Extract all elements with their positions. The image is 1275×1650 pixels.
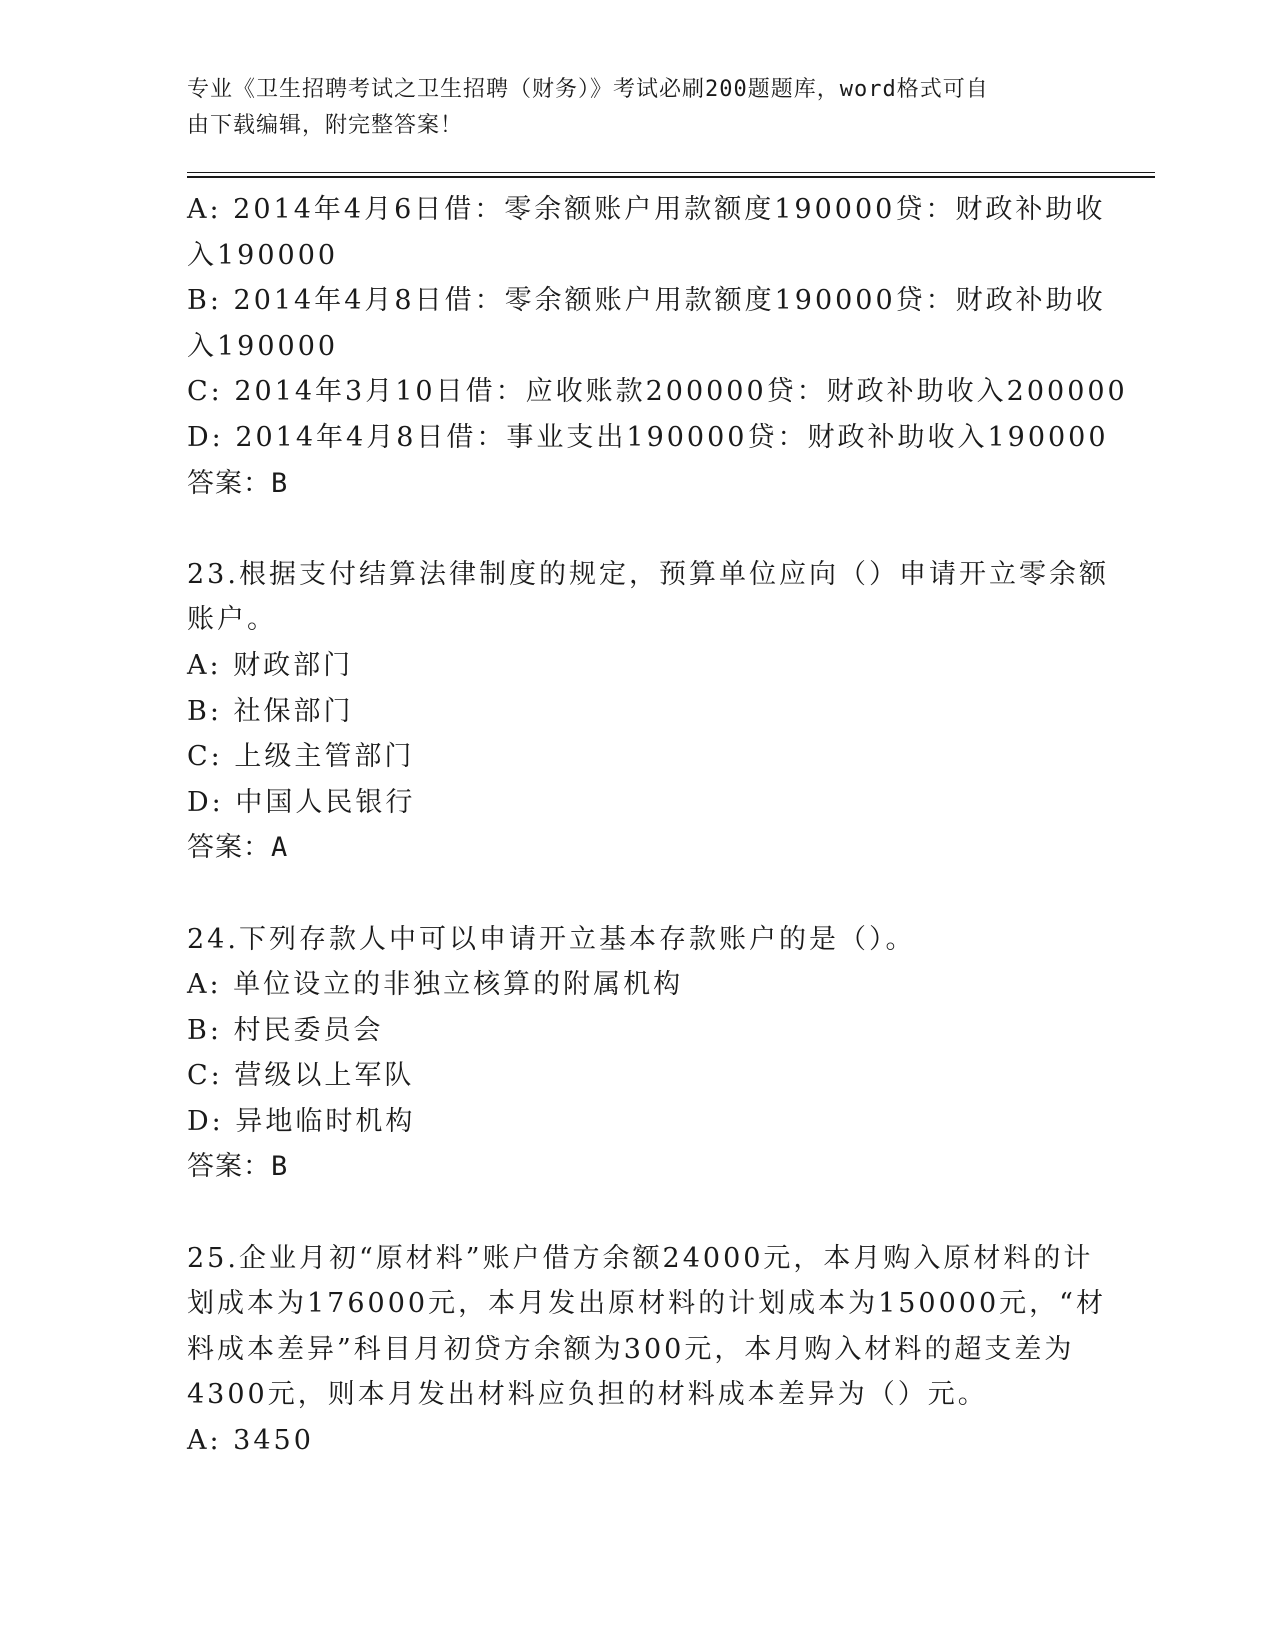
header-line-1: 专业《卫生招聘考试之卫生招聘（财务）》考试必刷200题题库，word格式可自 — [187, 77, 989, 102]
option-line: 入190000 — [187, 330, 339, 362]
option-line: 入190000 — [187, 239, 339, 271]
option-line: A: 2014年4月6日借：零余额账户用款额度190000贷：财政补助收 — [187, 194, 1106, 225]
question-stem: 账户。 — [187, 604, 277, 636]
question-25-block — [187, 1236, 1106, 1464]
question-24-block — [187, 917, 1077, 1191]
option-a: A: 3450 — [187, 1425, 314, 1457]
question-stem: 23.根据支付结算法律制度的规定，预算单位应向（）申请开立零余额 — [187, 558, 1109, 590]
document-body — [187, 187, 1128, 1464]
spacer — [187, 1190, 1077, 1236]
option-a: A: 财政部门 — [187, 649, 354, 681]
option-c: C: 营级以上军队 — [187, 1060, 415, 1092]
option-c: C: 上级主管部门 — [187, 741, 415, 773]
question-stem: 25.企业月初“原材料”账户借方余额24000元，本月购入原材料的计 — [187, 1242, 1094, 1274]
answer-label: 答案：B — [187, 1151, 289, 1183]
option-line: C: 2014年3月10日借：应收账款200000贷：财政补助收入200000 — [187, 376, 1128, 408]
answer-label: 答案：A — [187, 832, 289, 864]
option-d: D: 中国人民银行 — [187, 786, 416, 818]
spacer — [187, 506, 1077, 552]
option-b: B: 村民委员会 — [187, 1014, 384, 1046]
option-b: B: 社保部门 — [187, 695, 354, 727]
question-stem: 划成本为176000元，本月发出原材料的计划成本为150000元，“材 — [187, 1288, 1106, 1320]
header-divider-thin — [187, 172, 1155, 173]
option-line: D: 2014年4月8日借：事业支出190000贷：财政补助收入190000 — [187, 421, 1109, 453]
question-stem: 24.下列存款人中可以申请开立基本存款账户的是（）。 — [187, 923, 916, 955]
question-23-block — [187, 552, 1109, 871]
option-d: D: 异地临时机构 — [187, 1105, 416, 1137]
option-a: A: 单位设立的非独立核算的附属机构 — [187, 969, 684, 1001]
header-divider-thick — [187, 176, 1155, 178]
option-line: B: 2014年4月8日借：零余额账户用款额度190000贷：财政补助收 — [187, 285, 1106, 317]
question-stem: 料成本差异”科目月初贷方余额为300元，本月购入材料的超支差为 — [187, 1333, 1075, 1365]
question-22-block — [187, 187, 1128, 506]
question-stem: 4300元，则本月发出材料应负担的材料成本差异为（）元。 — [187, 1379, 988, 1411]
document-header — [187, 72, 1067, 144]
answer-label: 答案：B — [187, 467, 289, 499]
spacer — [187, 871, 1077, 917]
header-line-2: 由下载编辑，附完整答案！ — [187, 113, 464, 138]
